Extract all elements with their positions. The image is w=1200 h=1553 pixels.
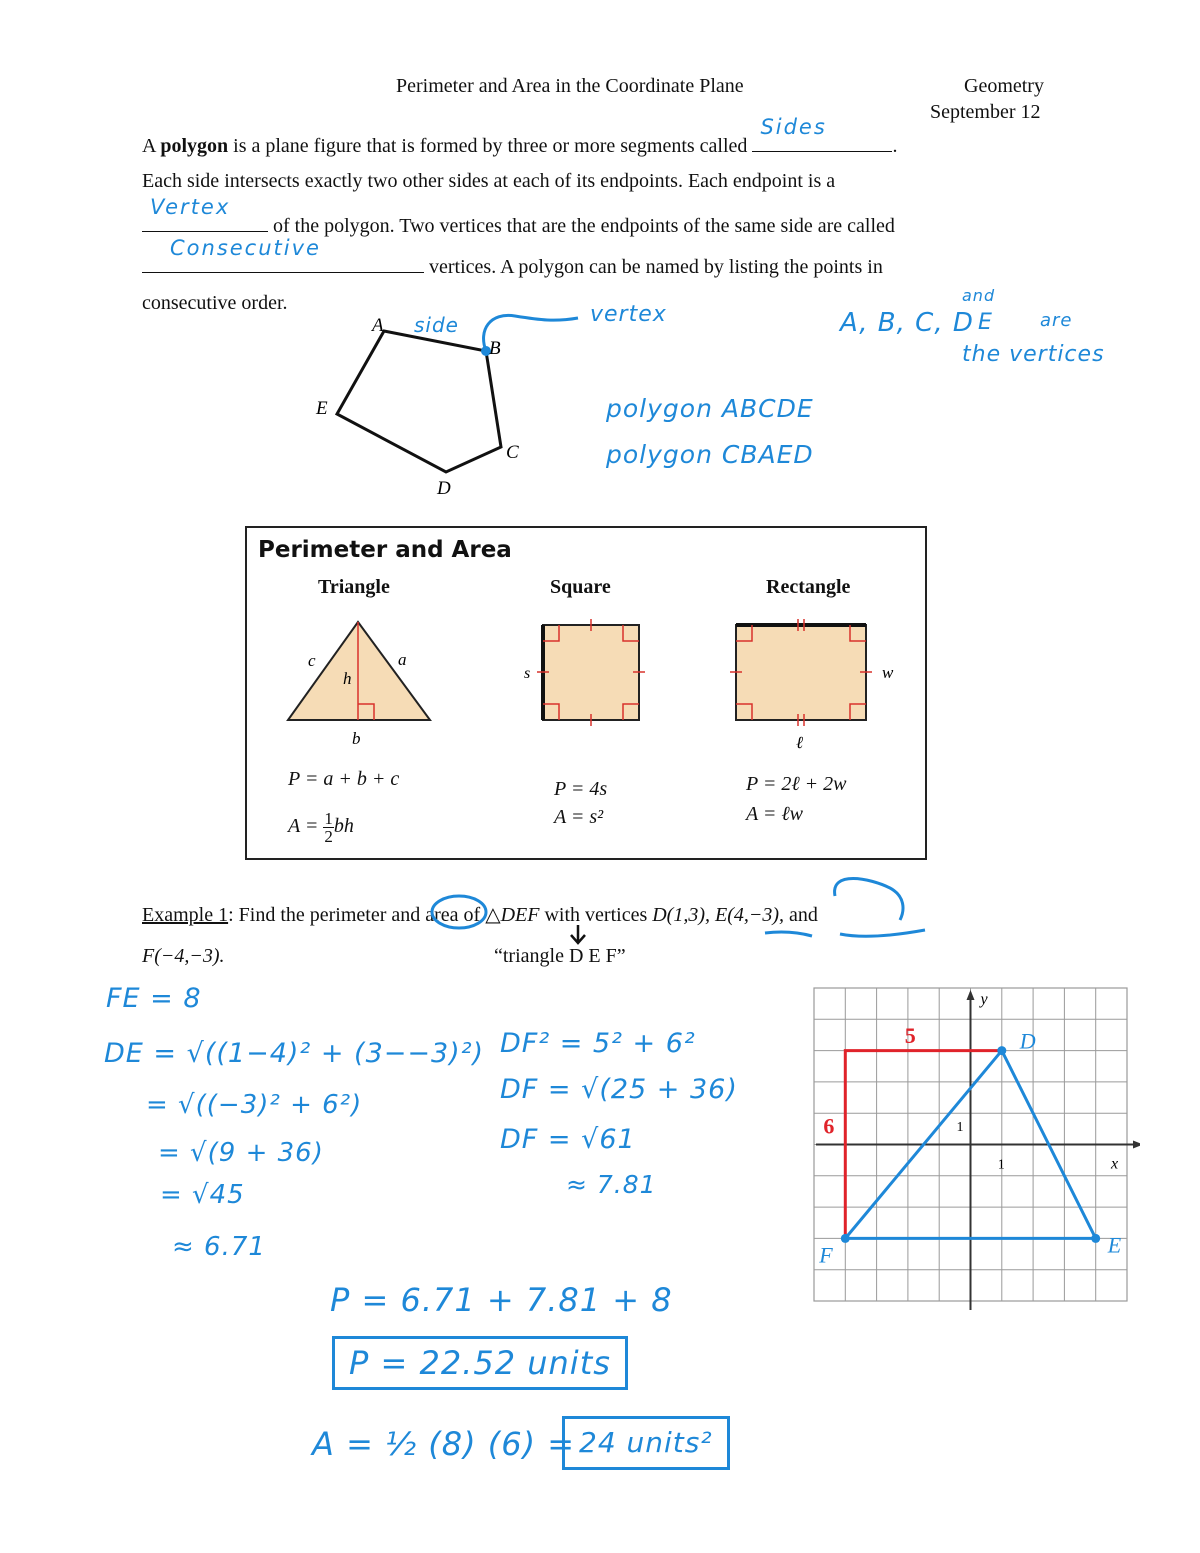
work-de-4: = √45: [160, 1180, 245, 1210]
work-fe: FE = 8: [106, 983, 202, 1014]
handwritten-consecutive: Consecutive: [170, 236, 321, 260]
area-fraction-num: 1: [324, 809, 333, 828]
name-cbaed: polygon CBAED: [606, 440, 814, 469]
triangle-perimeter: P = a + b + c: [288, 768, 400, 790]
square-perimeter: P = 4s: [554, 778, 608, 800]
axis-label-y: y: [980, 991, 988, 1008]
intro-line-3: Vertex of the polygon. Two vertices that are the endpoints of the same side are called: [142, 211, 895, 236]
bracket-e: [835, 879, 903, 921]
date: September 12: [930, 101, 1041, 123]
circle-and: [432, 896, 486, 928]
label-d: D: [437, 478, 451, 499]
note-side: side: [414, 313, 459, 337]
point-e: [1091, 1234, 1100, 1243]
leg-label-5: 5: [904, 1022, 916, 1048]
point-label-e: E: [1107, 1232, 1122, 1258]
rect-label-l: ℓ: [796, 733, 804, 752]
label-b: B: [489, 338, 501, 359]
area-answer: 24 units²: [562, 1416, 730, 1470]
example-line-1: Example 1: Find the perimeter and area of △DEF with vertices D(1,3), E(4,−3), and: [142, 904, 818, 926]
work-de-2: = √((−3)² + 6²): [146, 1090, 363, 1120]
vertex-f: F(−4,−3).: [142, 945, 225, 967]
intro-line-5: consecutive order.: [142, 292, 288, 314]
area-expression: A = ½ (8) (6) =: [312, 1425, 576, 1463]
intro-line-2: Each side intersects exactly two other sides at each of its endpoints. Each endpoint is a: [142, 170, 836, 192]
work-de-3: = √(9 + 36): [158, 1138, 324, 1168]
example-read-as: “triangle D E F”: [494, 945, 626, 967]
note-vertices-list: A, B, C, D: [840, 308, 974, 338]
square-label-s: s: [524, 665, 531, 682]
rectangle-heading: Rectangle: [766, 576, 851, 598]
label-a: A: [372, 315, 384, 336]
square-area: A = s²: [554, 806, 604, 828]
handwritten-vertex: Vertex: [150, 195, 231, 219]
triangle-area: A = $\frac{1}{2}$ bh: [288, 809, 354, 846]
point-f: [841, 1234, 850, 1243]
perimeter-sum: P = 6.71 + 7.81 + 8: [330, 1281, 673, 1319]
rect-area: A = ℓw: [746, 803, 804, 825]
axis-label-x: x: [1111, 1155, 1119, 1173]
underline-d: [765, 932, 812, 936]
work-de-1: DE = √((1−4)² + (3−−3)²): [104, 1038, 485, 1069]
note-vertex: vertex: [590, 302, 667, 327]
work-de-5: ≈ 6.71: [172, 1232, 266, 1262]
work-df-1: DF² = 5² + 6²: [500, 1028, 696, 1059]
name-abcde: polygon ABCDE: [606, 394, 814, 423]
triangle-heading: Triangle: [318, 576, 390, 598]
x-axis-arrow: [1133, 1141, 1140, 1149]
note-the-vertices: the vertices: [962, 342, 1105, 367]
tri-label-a: a: [398, 650, 407, 669]
leg-label-6: 6: [823, 1113, 835, 1139]
coordinate-graph: [800, 978, 1140, 1310]
term-polygon: polygon: [160, 135, 229, 157]
note-and: and: [962, 286, 996, 305]
rect-label-w: w: [882, 663, 894, 682]
label-e: E: [316, 398, 328, 419]
intro-line-4: Consecutive vertices. A polygon can be named by listing the points in: [142, 252, 883, 277]
formula-box-title: Perimeter and Area: [258, 537, 512, 563]
subject: Geometry: [964, 75, 1044, 97]
rect-perimeter: P = 2ℓ + 2w: [746, 773, 847, 795]
work-df-2: DF = √(25 + 36): [500, 1074, 738, 1105]
point-d: [997, 1046, 1006, 1055]
work-df-4: ≈ 7.81: [566, 1170, 657, 1199]
tick-x-1: 1: [997, 1157, 1005, 1173]
handwritten-sides: Sides: [760, 115, 827, 139]
label-c: C: [506, 442, 519, 463]
tick-y-1: 1: [956, 1120, 964, 1136]
page-title: Perimeter and Area in the Coordinate Plane: [396, 75, 744, 97]
arrow-down: [571, 925, 585, 943]
point-label-f: F: [819, 1242, 833, 1268]
note-are: are: [1040, 310, 1073, 331]
note-e: E: [978, 310, 993, 335]
point-label-d: D: [1019, 1028, 1036, 1054]
tri-label-b: b: [352, 729, 361, 748]
tri-label-h: h: [343, 669, 352, 688]
vertex-e: E(4,−3),: [715, 904, 785, 926]
area-fraction-den: 2: [324, 827, 333, 846]
example-label: Example 1: [142, 904, 229, 926]
vertex-d: D(1,3),: [652, 904, 710, 926]
perimeter-answer: P = 22.52 units: [332, 1336, 628, 1390]
work-df-3: DF = √61: [500, 1124, 636, 1155]
square-heading: Square: [550, 576, 611, 598]
tri-label-c: c: [308, 651, 316, 670]
triangle-def-name: △DEF: [485, 904, 540, 926]
intro-line-1: A polygon is a plane figure that is formed by three or more segments called Sides .: [142, 115, 898, 157]
